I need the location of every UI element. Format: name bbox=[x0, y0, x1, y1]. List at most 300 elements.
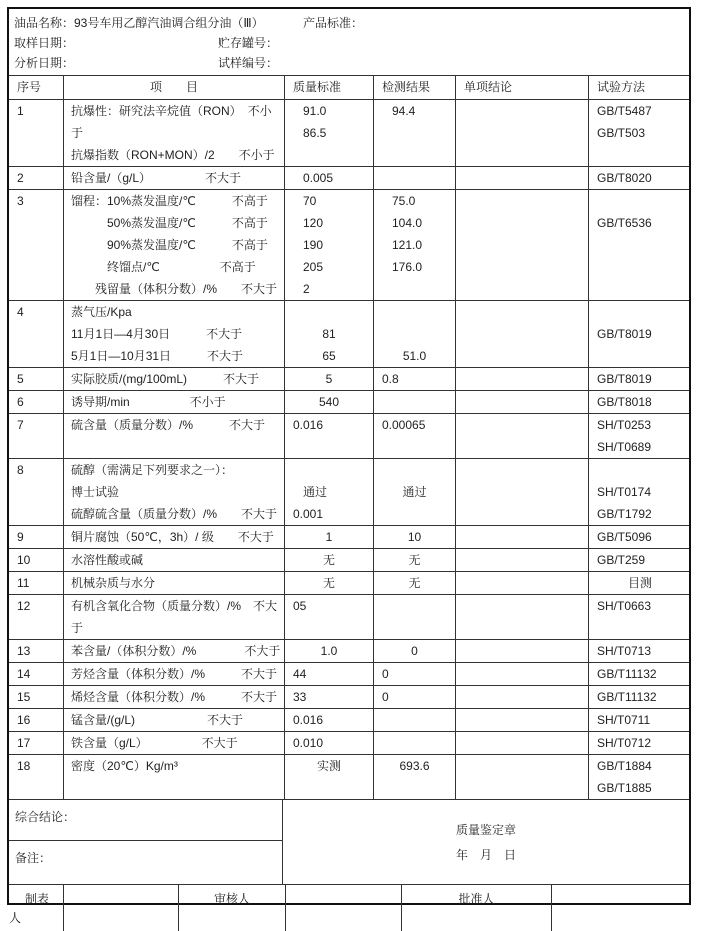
cell-item bbox=[63, 732, 284, 754]
cell-no bbox=[9, 100, 63, 166]
cell-line: 18 bbox=[17, 759, 31, 773]
cell-result bbox=[373, 190, 455, 300]
cell-std bbox=[284, 640, 373, 662]
cell-std bbox=[284, 459, 373, 525]
cell-conclusion bbox=[455, 755, 588, 799]
overall-conclusion-label: 综合结论： bbox=[15, 810, 76, 824]
cell-result bbox=[373, 732, 455, 754]
cell-item bbox=[63, 595, 284, 639]
cell-item bbox=[63, 391, 284, 413]
cell-line: 1 bbox=[325, 530, 333, 544]
cell-line: 14 bbox=[17, 667, 31, 681]
cell-item bbox=[63, 301, 284, 367]
cell-line bbox=[589, 617, 691, 639]
cell-line: 44 bbox=[293, 667, 307, 681]
cell-line: 13 bbox=[17, 644, 31, 658]
cell-line bbox=[589, 459, 691, 481]
column-header-label: 项 目 bbox=[149, 80, 198, 94]
cell-line: 铜片腐蚀（50℃，3h）/ 级 不大于 bbox=[71, 530, 274, 544]
cell-conclusion bbox=[455, 732, 588, 754]
cell-line bbox=[9, 323, 63, 345]
cell-no bbox=[9, 709, 63, 731]
cell-std bbox=[284, 167, 373, 189]
cell-line: 10 bbox=[17, 553, 31, 567]
cell-line bbox=[456, 301, 588, 323]
cell-line: 2 bbox=[17, 171, 24, 185]
approver-label bbox=[401, 885, 551, 931]
cell-std bbox=[284, 526, 373, 548]
cell-line bbox=[64, 777, 284, 799]
cell-line: 残留量（体积分数）/% 不大于 bbox=[71, 282, 278, 296]
cell-result bbox=[373, 100, 455, 166]
cell-line bbox=[589, 301, 691, 323]
cell-result bbox=[373, 167, 455, 189]
cell-result bbox=[373, 549, 455, 571]
cell-std bbox=[284, 755, 373, 799]
cell-no bbox=[9, 301, 63, 367]
cell-line: SH/T0663 bbox=[597, 599, 652, 613]
sample-number-label: 试样编号： bbox=[218, 56, 279, 70]
cell-line: 11 bbox=[17, 576, 30, 590]
cell-line: GB/T1885 bbox=[597, 781, 652, 795]
cell-line: 121.0 bbox=[392, 238, 423, 252]
cell-no bbox=[9, 391, 63, 413]
cell-line: 5 bbox=[325, 372, 333, 386]
cell-conclusion bbox=[455, 526, 588, 548]
cell-line: 1.0 bbox=[320, 644, 338, 658]
table-row bbox=[9, 367, 689, 390]
cell-method bbox=[588, 526, 691, 548]
cell-line: 190 bbox=[303, 238, 324, 252]
column-header-label: 试验方法 bbox=[597, 80, 646, 94]
cell-method bbox=[588, 190, 691, 300]
cell-line: 密度（20℃）Kg/m³ bbox=[71, 759, 178, 773]
cell-line bbox=[374, 323, 455, 345]
table-row bbox=[9, 390, 689, 413]
cell-line: 9 bbox=[17, 530, 24, 544]
cell-line: 0 bbox=[382, 667, 389, 681]
cell-line: 65 bbox=[322, 349, 336, 363]
cell-line: 锰含量/(g/L) 不大于 bbox=[71, 713, 244, 727]
cell-line: GB/T6536 bbox=[597, 216, 652, 230]
cell-line: 于 bbox=[71, 621, 84, 635]
cell-line bbox=[64, 436, 284, 458]
cell-line: 86.5 bbox=[303, 126, 327, 140]
cell-conclusion bbox=[455, 709, 588, 731]
cell-line: 苯含量/（体积分数）/% 不大于 bbox=[71, 644, 281, 658]
cell-line: 33 bbox=[293, 690, 307, 704]
table-row bbox=[9, 731, 689, 754]
cell-no bbox=[9, 732, 63, 754]
cell-line bbox=[456, 256, 588, 278]
cell-line: 4 bbox=[17, 305, 24, 319]
cell-conclusion bbox=[455, 640, 588, 662]
table-body bbox=[9, 99, 689, 799]
cell-line bbox=[589, 190, 691, 212]
cell-conclusion bbox=[455, 167, 588, 189]
cell-item bbox=[63, 414, 284, 458]
cell-line: 铅含量/（g/L） 不大于 bbox=[71, 171, 242, 185]
quality-seal-label: 质量鉴定章 bbox=[455, 823, 516, 837]
cell-result bbox=[373, 686, 455, 708]
cell-line: 0.010 bbox=[293, 736, 324, 750]
cell-line: 硫醇硫含量（质量分数）/% 不大于 bbox=[71, 507, 278, 521]
cell-no bbox=[9, 755, 63, 799]
cell-line bbox=[456, 503, 588, 525]
cell-result bbox=[373, 391, 455, 413]
cell-std bbox=[284, 100, 373, 166]
cell-std bbox=[284, 549, 373, 571]
cell-result bbox=[373, 301, 455, 367]
cell-method bbox=[588, 414, 691, 458]
cell-line: SH/T0711 bbox=[597, 713, 651, 727]
cell-line bbox=[589, 144, 691, 166]
table-row bbox=[9, 594, 689, 639]
cell-conclusion bbox=[455, 686, 588, 708]
cell-line bbox=[374, 777, 455, 799]
cell-conclusion bbox=[455, 414, 588, 458]
cell-item bbox=[63, 100, 284, 166]
cell-line: GB/T259 bbox=[597, 553, 646, 567]
cell-line: GB/T5096 bbox=[597, 530, 652, 544]
cell-std bbox=[284, 391, 373, 413]
cell-line: 94.4 bbox=[392, 104, 416, 118]
cell-line bbox=[9, 278, 63, 300]
cell-line: GB/T5487 bbox=[597, 104, 652, 118]
remark-label: 备注： bbox=[15, 851, 52, 865]
product-standard-label: 产品标准： bbox=[303, 16, 364, 30]
cell-result bbox=[373, 459, 455, 525]
cell-conclusion bbox=[455, 368, 588, 390]
maker-label-text: 制表人 bbox=[9, 892, 50, 925]
cell-line bbox=[9, 345, 63, 367]
cell-line: GB/T1884 bbox=[597, 759, 652, 773]
cell-method bbox=[588, 301, 691, 367]
cell-line bbox=[456, 663, 588, 685]
header-row-3 bbox=[9, 53, 689, 73]
cell-item bbox=[63, 572, 284, 594]
column-header bbox=[588, 76, 691, 99]
cell-line bbox=[374, 436, 455, 458]
cell-no bbox=[9, 526, 63, 548]
reviewer-label bbox=[178, 885, 285, 931]
cell-line bbox=[456, 144, 588, 166]
table-row bbox=[9, 458, 689, 525]
cell-line bbox=[285, 459, 373, 481]
header-row-2 bbox=[9, 33, 689, 53]
cell-line bbox=[285, 144, 373, 166]
cell-result bbox=[373, 595, 455, 639]
cell-line: 0.00065 bbox=[382, 418, 426, 432]
cell-line bbox=[456, 640, 588, 662]
cell-method bbox=[588, 368, 691, 390]
table-row bbox=[9, 413, 689, 458]
cell-line: 5月1日—10月31日 不大于 bbox=[71, 349, 244, 363]
cell-line: 6 bbox=[17, 395, 24, 409]
cell-conclusion bbox=[455, 459, 588, 525]
cell-line bbox=[456, 549, 588, 571]
cell-line bbox=[285, 617, 373, 639]
cell-line: 3 bbox=[17, 194, 24, 208]
footer-left bbox=[9, 800, 282, 884]
cell-line: 1 bbox=[17, 104, 24, 118]
cell-method bbox=[588, 100, 691, 166]
table-row bbox=[9, 708, 689, 731]
column-header bbox=[455, 76, 588, 99]
cell-item bbox=[63, 640, 284, 662]
cell-line: 7 bbox=[17, 418, 24, 432]
cell-no bbox=[9, 459, 63, 525]
seal-date-label: 年 月 日 bbox=[455, 848, 516, 862]
cell-line bbox=[456, 572, 588, 594]
approver-value bbox=[551, 885, 689, 931]
cell-line: GB/T11132 bbox=[597, 667, 657, 681]
cell-line bbox=[9, 212, 63, 234]
cell-method bbox=[588, 640, 691, 662]
cell-result bbox=[373, 414, 455, 458]
cell-line: 0.005 bbox=[303, 171, 334, 185]
cell-line bbox=[456, 323, 588, 345]
cell-line bbox=[456, 278, 588, 300]
cell-line: 120 bbox=[303, 216, 324, 230]
cell-method bbox=[588, 755, 691, 799]
column-header bbox=[284, 76, 373, 99]
cell-line bbox=[285, 777, 373, 799]
table-row bbox=[9, 639, 689, 662]
cell-line: 2 bbox=[303, 282, 310, 296]
cell-line: SH/T0174 bbox=[597, 485, 652, 499]
cell-item bbox=[63, 190, 284, 300]
column-header bbox=[9, 76, 63, 99]
table-row bbox=[9, 571, 689, 594]
cell-method bbox=[588, 459, 691, 525]
cell-line bbox=[456, 345, 588, 367]
cell-line: 693.6 bbox=[399, 759, 430, 773]
cell-line bbox=[456, 100, 588, 122]
cell-line bbox=[456, 122, 588, 144]
table-row bbox=[9, 685, 689, 708]
cell-line: 抗爆指数（RON+MON）/2 不小于 bbox=[71, 148, 275, 162]
cell-line: 70 bbox=[303, 194, 317, 208]
maker-label bbox=[9, 885, 63, 931]
cell-line: 通过 bbox=[402, 485, 427, 499]
cell-line bbox=[374, 167, 455, 189]
cell-line: 诱导期/min 不小于 bbox=[71, 395, 226, 409]
cell-conclusion bbox=[455, 391, 588, 413]
table-row bbox=[9, 189, 689, 300]
column-header bbox=[373, 76, 455, 99]
cell-no bbox=[9, 368, 63, 390]
cell-std bbox=[284, 663, 373, 685]
cell-result bbox=[373, 526, 455, 548]
reviewer-label-text: 审核人 bbox=[213, 892, 250, 906]
cell-result bbox=[373, 572, 455, 594]
cell-method bbox=[588, 686, 691, 708]
cell-line: 抗爆性：研究法辛烷值（RON） 不小 bbox=[71, 104, 272, 118]
cell-line: 10 bbox=[407, 530, 422, 544]
cell-line bbox=[374, 278, 455, 300]
cell-line: 75.0 bbox=[392, 194, 416, 208]
cell-line bbox=[374, 503, 455, 525]
cell-line: 机械杂质与水分 bbox=[71, 576, 156, 590]
cell-method bbox=[588, 595, 691, 639]
cell-conclusion bbox=[455, 595, 588, 639]
cell-line: 81 bbox=[322, 327, 336, 341]
table-row bbox=[9, 662, 689, 685]
cell-line: 0.001 bbox=[293, 507, 324, 521]
cell-line bbox=[456, 368, 588, 390]
cell-line: 博士试验 bbox=[71, 485, 120, 499]
cell-no bbox=[9, 595, 63, 639]
analysis-date-label: 分析日期： bbox=[14, 56, 75, 70]
cell-line: 馏程：10%蒸发温度/℃ 不高于 bbox=[71, 194, 268, 208]
cell-line: 50%蒸发温度/℃ 不高于 bbox=[71, 216, 268, 230]
cell-line: 实际胶质/(mg/100mL) 不大于 bbox=[71, 372, 260, 386]
cell-result bbox=[373, 663, 455, 685]
cell-line bbox=[9, 617, 63, 639]
cell-line: 540 bbox=[318, 395, 340, 409]
cell-line: 15 bbox=[17, 690, 31, 704]
cell-conclusion bbox=[455, 301, 588, 367]
cell-line: 无 bbox=[408, 553, 421, 567]
cell-line: 5 bbox=[17, 372, 24, 386]
cell-line: 通过 bbox=[303, 485, 328, 499]
cell-std bbox=[284, 595, 373, 639]
report-header bbox=[9, 9, 689, 75]
cell-line: 12 bbox=[17, 599, 31, 613]
cell-line bbox=[456, 190, 588, 212]
cell-line bbox=[456, 436, 588, 458]
cell-line: SH/T0689 bbox=[597, 440, 652, 454]
cell-line: 91.0 bbox=[303, 104, 327, 118]
column-header-label: 序号 bbox=[17, 80, 42, 94]
cell-line bbox=[589, 234, 691, 256]
cell-line bbox=[9, 144, 63, 166]
cell-line bbox=[456, 777, 588, 799]
column-header-label: 检测结果 bbox=[382, 80, 431, 94]
cell-method bbox=[588, 709, 691, 731]
cell-line: 205 bbox=[303, 260, 324, 274]
cell-line: 硫含量（质量分数）/% 不大于 bbox=[71, 418, 266, 432]
overall-conclusion-cell bbox=[9, 800, 282, 840]
cell-conclusion bbox=[455, 190, 588, 300]
cell-line bbox=[456, 459, 588, 481]
cell-line: 11月1日—4月30日 不大于 bbox=[71, 327, 243, 341]
signature-row bbox=[9, 884, 689, 931]
cell-result bbox=[373, 709, 455, 731]
cell-line bbox=[456, 526, 588, 548]
cell-line: SH/T0253 bbox=[597, 418, 652, 432]
cell-no bbox=[9, 549, 63, 571]
cell-line bbox=[589, 278, 691, 300]
cell-no bbox=[9, 414, 63, 458]
cell-method bbox=[588, 572, 691, 594]
cell-line: 铁含量（g/L） 不大于 bbox=[71, 736, 238, 750]
cell-line bbox=[9, 777, 63, 799]
cell-line: GB/T1792 bbox=[597, 507, 652, 521]
cell-line: 芳烃含量（体积分数）/% 不大于 bbox=[71, 667, 278, 681]
cell-line: 无 bbox=[322, 553, 335, 567]
cell-line bbox=[456, 212, 588, 234]
cell-line: 17 bbox=[17, 736, 31, 750]
cell-line bbox=[456, 234, 588, 256]
cell-line: 0.016 bbox=[293, 713, 324, 727]
cell-line: GB/T8019 bbox=[597, 372, 652, 386]
cell-std bbox=[284, 686, 373, 708]
cell-std bbox=[284, 368, 373, 390]
cell-line: 烯烃含量（体积分数）/% 不大于 bbox=[71, 690, 278, 704]
cell-line: 0 bbox=[411, 644, 418, 658]
cell-line bbox=[9, 256, 63, 278]
cell-line bbox=[374, 301, 455, 323]
cell-line bbox=[9, 234, 63, 256]
cell-line bbox=[374, 595, 455, 617]
cell-method bbox=[588, 167, 691, 189]
cell-method bbox=[588, 732, 691, 754]
cell-line: 于 bbox=[71, 126, 84, 140]
cell-line bbox=[9, 436, 63, 458]
cell-conclusion bbox=[455, 572, 588, 594]
cell-line bbox=[456, 595, 588, 617]
cell-no bbox=[9, 640, 63, 662]
cell-line: 终馏点/℃ 不高于 bbox=[71, 260, 256, 274]
table-header-row bbox=[9, 75, 689, 99]
cell-line bbox=[9, 503, 63, 525]
cell-line bbox=[589, 345, 691, 367]
cell-method bbox=[588, 549, 691, 571]
cell-line: 蒸气压/Kpa bbox=[71, 305, 132, 319]
cell-line: GB/T8018 bbox=[597, 395, 652, 409]
cell-std bbox=[284, 709, 373, 731]
cell-result bbox=[373, 755, 455, 799]
cell-no bbox=[9, 686, 63, 708]
cell-item bbox=[63, 686, 284, 708]
cell-line bbox=[285, 301, 373, 323]
cell-method bbox=[588, 391, 691, 413]
cell-std bbox=[284, 190, 373, 300]
cell-line: SH/T0713 bbox=[597, 644, 652, 658]
cell-line: 水溶性酸或碱 bbox=[71, 553, 144, 567]
product-name: 油品名称：93号车用乙醇汽油调合组分油（Ⅲ） bbox=[14, 16, 264, 30]
cell-line bbox=[456, 167, 588, 189]
cell-line: 0.016 bbox=[293, 418, 324, 432]
cell-std bbox=[284, 301, 373, 367]
cell-item bbox=[63, 663, 284, 685]
cell-line: 176.0 bbox=[392, 260, 423, 274]
cell-line: GB/T8019 bbox=[597, 327, 652, 341]
table-row bbox=[9, 548, 689, 571]
cell-line bbox=[456, 391, 588, 413]
cell-line: GB/T8020 bbox=[597, 171, 652, 185]
cell-std bbox=[284, 414, 373, 458]
cell-line: 有机含氧化合物（质量分数）/% 不大 bbox=[71, 599, 278, 613]
cell-line: SH/T0712 bbox=[597, 736, 652, 750]
cell-no bbox=[9, 167, 63, 189]
inspection-report bbox=[7, 7, 691, 925]
cell-line bbox=[456, 755, 588, 777]
cell-line bbox=[456, 414, 588, 436]
remark-cell bbox=[9, 840, 282, 884]
cell-std bbox=[284, 572, 373, 594]
cell-line bbox=[374, 459, 455, 481]
cell-line: 0 bbox=[382, 690, 389, 704]
cell-line: 无 bbox=[408, 576, 421, 590]
cell-item bbox=[63, 755, 284, 799]
quality-seal-cell bbox=[282, 800, 689, 884]
cell-method bbox=[588, 663, 691, 685]
cell-no bbox=[9, 190, 63, 300]
cell-item bbox=[63, 709, 284, 731]
